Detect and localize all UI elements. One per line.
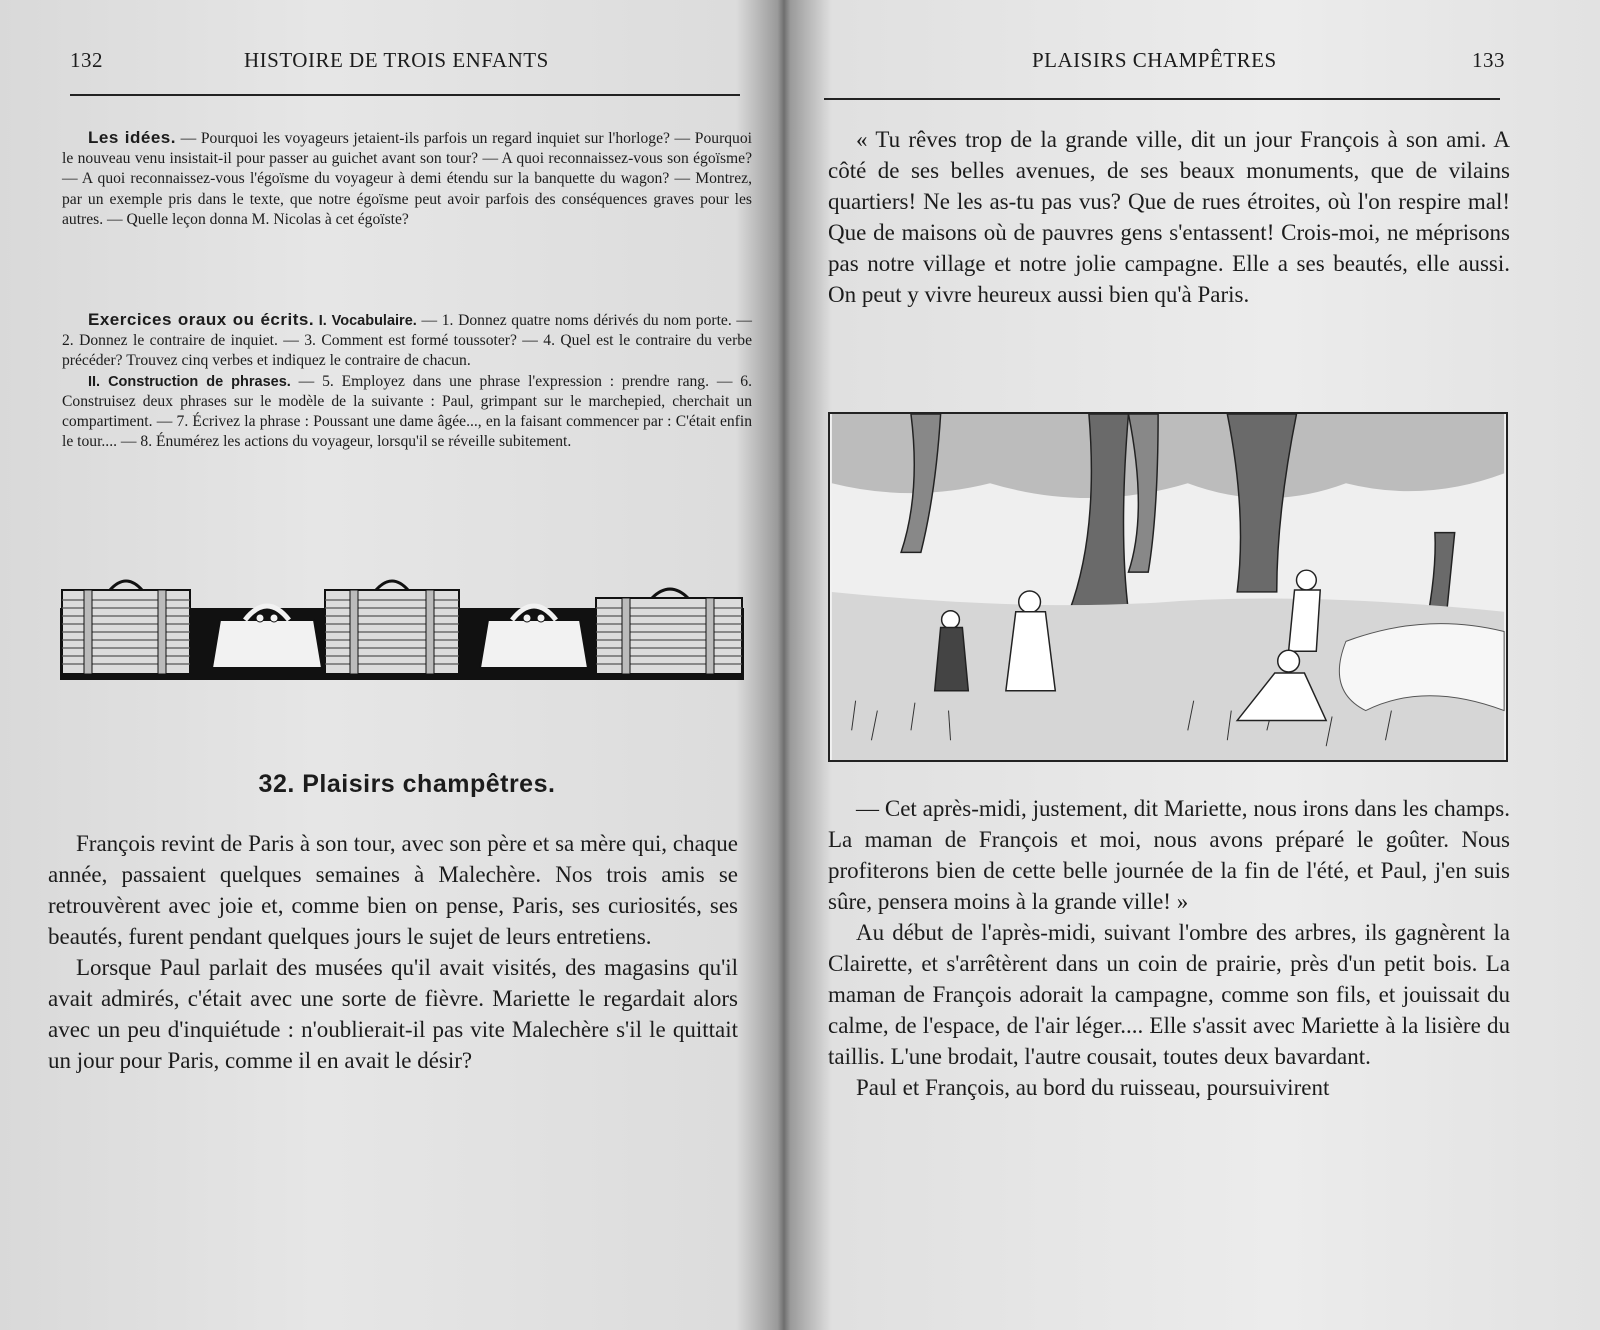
right-body-top [828,124,1510,310]
trunk-icon [325,581,459,674]
header-rule-right [824,98,1500,100]
countryside-illustration [828,412,1508,762]
luggage-illustration [60,578,744,682]
trunk-icon [62,581,190,674]
header-rule-left [70,94,740,96]
right-paragraph-4: Paul et François, au bord du ruisseau, poursuivirent [856,1075,1330,1100]
exercices-sub2: II. Construction de phrases. [88,373,291,390]
trunk-icon [596,589,742,674]
exercices-block [62,310,752,452]
exercices-text1: — 1. Donnez quatre noms dérivés du nom porte. — 2. Donnez le contraire de inquiet. — 3. Comment est formé toussoter? — 4. Quel est le contraire du verbe précéder? Trouvez cinq verbes et indiquez le contraire de chacun. [62,312,752,370]
left-paragraph-1: François revint de Paris à son tour, avec son père et sa mère qui, chaque année, passaient quelques semaines à Malechère. Nos trois amis se retrouvèrent avec joie et, comme bien on pense, Paris, ses curiosités, ses beautés, furent pendant quelques jours le sujet de leurs entretiens. [48,831,738,949]
left-paragraph-2: Lorsque Paul parlait des musées qu'il avait visités, des magasins qu'il avait admirés, c'était avec une sorte de fièvre. Mariette le regardait alors avec un peu d'inquiétude : n'oublierait-il pas vite Malechère s'il le quittait un jour pour Paris, comme il en avait le désir? [48,955,738,1073]
idees-lead: Les idées. [88,128,176,147]
left-page [0,0,780,1330]
running-head-left: HISTOIRE DE TROIS ENFANTS [244,48,549,72]
right-paragraph-2: — Cet après-midi, justement, dit Mariette, nous irons dans les champs. La maman de François et moi, nous avons préparé le goûter. Nous profiterons bien de cette belle journée de la fin de l'été, et Paul, j'en suis sûre, pensera moins à la grande ville! » [828,796,1510,914]
exercices-text2: — 5. Employez dans une phrase l'expression : prendre rang. — 6. Construisez deux phrases sur le modèle de la suivante : Paul, grimpant sur le marchepied, cherchait un compartiment. — 7. Écrivez la phrase : Poussant une dame âgée..., en la faisant commencer par : C'était enfin le tour.... — 8. Énumérez les actions du voyageur, lorsqu'il se réveille subitement. [62,372,752,451]
right-paragraph-3: Au début de l'après-midi, suivant l'ombre des arbres, ils gagnèrent la Clairette, et s'arrêtèrent dans un coin de prairie, près d'un petit bois. La maman de François adorait la campagne, comme son fils, et jouissait du calme, de l'espace, de l'air léger.... Elle s'assit avec Mariette à la lisière du taillis. L'une brodait, l'autre cousait, toutes deux bavardant. [828,920,1510,1069]
page-number-left: 132 [70,48,103,72]
idees-text: — Pourquoi les voyageurs jetaient-ils parfois un regard inquiet sur l'horloge? — Pourquoi le nouveau venu insistait-il pour passer au guichet avant son tour? — A quoi reconnaissez-vous son égoïsme? — A quoi reconnaissez-vous l'égoïsme du voyageur à demi étendu sur la banquette du wagon? — Montrez, par un exemple pris dans le texte, que notre égoïsme peut avoir parfois des conséquences graves pour les autres. — Quelle leçon donna M. Nicolas à cet égoïste? [62,130,752,228]
running-head-right: PLAISIRS CHAMPÊTRES [1032,48,1277,72]
exercices-sub1: I. Vocabulaire. [318,313,417,329]
exercices-lead: Exercices oraux ou écrits. [88,310,315,329]
questions-idees [62,128,752,230]
page-number-right: 133 [1472,48,1505,72]
left-body-text [48,828,738,1076]
right-paragraph-1: « Tu rêves trop de la grande ville, dit un jour François à son ami. A côté de ses belles avenues, de ses beaux monuments, que de vilains quartiers! Ne les as-tu pas vus? Que de rues étroites, où l'on respire mal! Que de maisons où de pauvres gens s'entassent! Crois-moi, ne méprisons pas notre village et notre jolie campagne. Elle a ses beautés, elle aussi. On peut y vivre heureux aussi bien qu'à Paris. [828,127,1510,307]
chapter-title: 32. Plaisirs champêtres. [258,770,556,798]
right-body-bottom [828,793,1510,1103]
